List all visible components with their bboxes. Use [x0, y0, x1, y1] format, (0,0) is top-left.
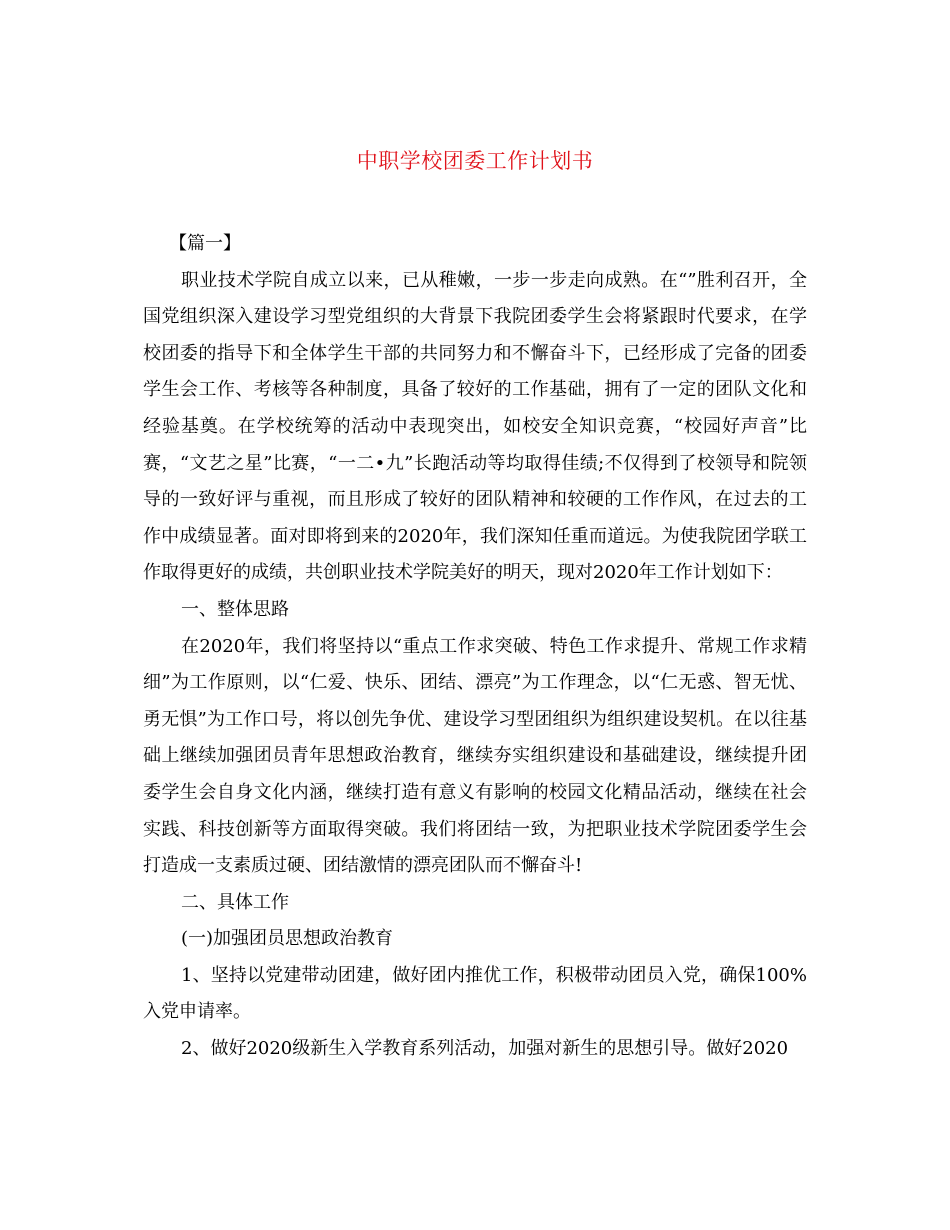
document-body: [143, 226, 807, 1068]
heading-specific-work: 二、具体工作: [181, 891, 289, 913]
document-title: 中职学校团委工作计划书: [356, 149, 594, 173]
subheading-political-education: (一)加强团员思想政治教育: [181, 928, 394, 950]
paragraph-intro: 职业技术学院自成立以来，已从稚嫩，一步一步走向成熟。在“”胜利召开，全国党组织深入建设学习型党组织的大背景下我院团委学生会将紧跟时代要求，在学校团委的指导下和全体学生干部的共同努力和不懈奋斗下，已经形成了完备的团委学生会工作、考核等各种制度，具备了较好的工作基础，拥有了一定的团队文化和经验基奠。在学校统筹的活动中表现突出，如校安全知识竞赛，“校园好声音”比赛，“文艺之星”比赛，“一二•九”长跑活动等均取得佳绩;不仅得到了校领导和院领导的一致好评与重视，而且形成了较好的团队精神和较硬的工作作风，在过去的工作中成绩显著。面对即将到来的2020年，我们深知任重而道远。为使我院团学联工作取得更好的成绩，共创职业技术学院美好的明天，现对2020年工作计划如下：: [143, 269, 807, 584]
list-item-1: 1、坚持以党建带动团建，做好团内推优工作，积极带动团员入党，确保100%入党申请率。: [143, 964, 807, 1023]
paragraph-overall-approach: 在2020年，我们将坚持以“重点工作求突破、特色工作求提升、常规工作求精细”为工作原则，以“仁爱、快乐、团结、漂亮”为工作理念，以“仁无惑、智无忧、勇无惧”为工作口号，将以创先争优、建设学习型团组织为组织建设契机。在以往基础上继续加强团员青年思想政治教育，继续夯实组织建设和基础建设，继续提升团委学生会自身文化内涵，继续打造有意义有影响的校园文化精品活动，继续在社会实践、科技创新等方面取得突破。我们将团结一致，为把职业技术学院团委学生会打造成一支素质过硬、团结激情的漂亮团队而不懈奋斗!: [143, 635, 807, 877]
section-label: 【篇一】: [169, 233, 241, 254]
list-item-2: 2、做好2020级新生入学教育系列活动，加强对新生的思想引导。做好2020: [181, 1038, 789, 1060]
heading-overall-approach: 一、整体思路: [181, 598, 289, 620]
